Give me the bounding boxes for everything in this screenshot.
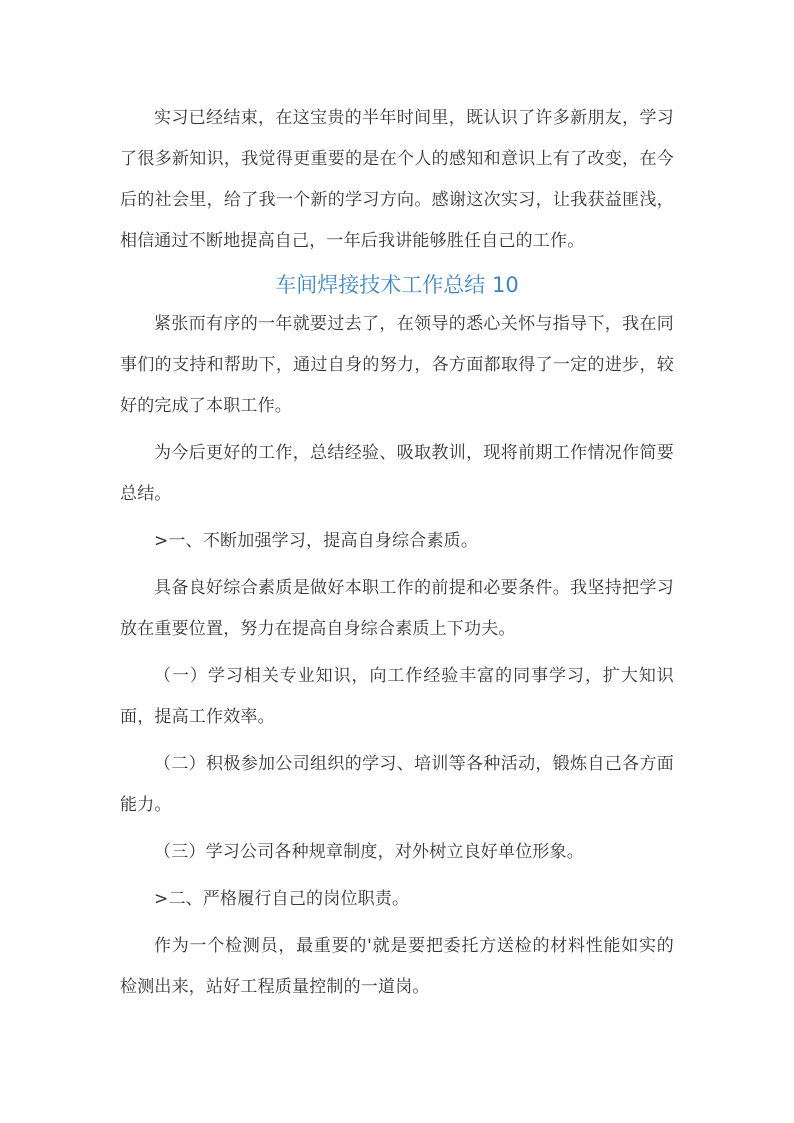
paragraph-4: 作为一个检测员，最重要的'就是要把委托方送检的材料性能如实的检测出来，站好工程质量控制的一道岗。 (120, 936, 674, 997)
section-title: 车间焊接技术工作总结 10 (275, 273, 519, 297)
list-item-1: （一）学习相关专业知识，向工作经验丰富的同事学习，扩大知识面，提高工作效率。 (120, 666, 674, 727)
paragraph-2: 为今后更好的工作，总结经验、吸取教训，现将前期工作情况作简要总结。 (120, 443, 674, 504)
paragraph-1: 紧张而有序的一年就要过去了，在领导的悉心关怀与指导下，我在同事们的支持和帮助下，通过自身的努力，各方面都取得了一定的进步，较好的完成了本职工作。 (120, 314, 674, 416)
list-item-2: （二）积极参加公司组织的学习、培训等各种活动，锻炼自己各方面能力。 (120, 754, 674, 815)
list-item-3: （三）学习公司各种规章制度，对外树立良好单位形象。 (154, 842, 584, 862)
section-heading-2: >二、严格履行自己的岗位职责。 (154, 889, 410, 909)
document-body (120, 98, 674, 1014)
section-heading-1: >一、不断加强学习，提高自身综合素质。 (154, 531, 479, 551)
paragraph-3: 具备良好综合素质是做好本职工作的前提和必要条件。我坚持把学习放在重要位置，努力在提高自身综合素质上下功夫。 (120, 578, 674, 639)
intro-paragraph: 实习已经结束，在这宝贵的半年时间里，既认识了许多新朋友，学习了很多新知识，我觉得更重要的是在个人的感知和意识上有了改变，在今后的社会里，给了我一个新的学习方向。感谢这次实习，让我获益匪浅，相信通过不断地提高自己，一年后我讲能够胜任自己的工作。 (120, 108, 674, 251)
